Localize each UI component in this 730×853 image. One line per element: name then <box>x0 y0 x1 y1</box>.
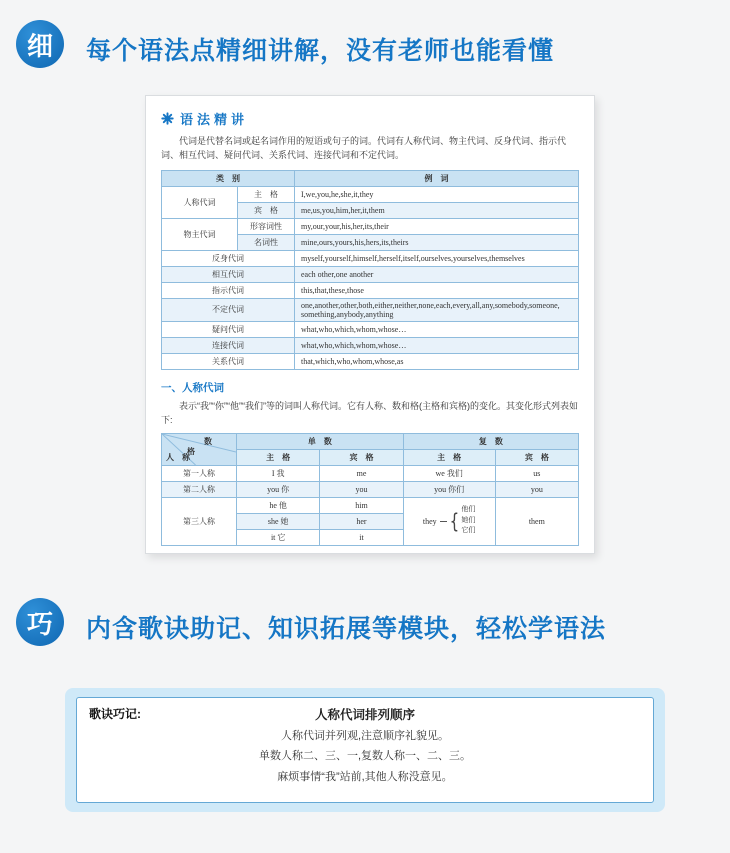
cell-words: one,another,other,both,either,neither,none,each,every,all,any,somebody,someone, something,anybody,anything <box>295 298 579 321</box>
cell-value: me <box>320 465 403 481</box>
cell-value: it 它 <box>237 529 320 545</box>
diagonal-header-cell <box>162 433 237 465</box>
table-row <box>162 337 579 353</box>
mnemonic-inner-box <box>76 697 654 803</box>
personal-pronoun-table <box>161 433 579 546</box>
cell-value: you 你 <box>237 481 320 497</box>
header-nominative: 主 格 <box>403 449 495 465</box>
cell-words: each other,one another <box>295 266 579 282</box>
brace-glyph: { <box>449 509 459 534</box>
cell-words: what,who,which,whom,whose… <box>295 321 579 337</box>
cell-words: me,us,you,him,her,it,them <box>295 202 579 218</box>
cell-words: this,that,these,those <box>295 282 579 298</box>
cell-subtype: 名词性 <box>238 234 295 250</box>
they-brace-group <box>407 505 492 537</box>
feature-heading-2: 内含歌诀助记、知识拓展等模块，轻松学语法 <box>86 615 607 643</box>
header-nominative: 主 格 <box>237 449 320 465</box>
connector-line <box>440 521 447 522</box>
cell-words: what,who,which,whom,whose… <box>295 337 579 353</box>
cell-subtype: 形容词性 <box>238 218 295 234</box>
mnemonic-line: 单数人称二、三、一,复数人称一、二、三。 <box>258 750 472 763</box>
header-singular: 单 数 <box>237 433 404 449</box>
cell-category: 相互代词 <box>162 266 295 282</box>
cell-category: 人称代词 <box>162 186 238 218</box>
cell-category: 指示代词 <box>162 282 295 298</box>
card-title-row <box>161 111 579 126</box>
cell-they-group <box>403 497 495 545</box>
card-title: 语法精讲 <box>180 112 249 127</box>
feature-badge-xi: 细 <box>16 20 64 68</box>
cell-value: you <box>495 481 578 497</box>
cell-category: 物主代词 <box>162 218 238 250</box>
cell-category: 不定代词 <box>162 298 295 321</box>
cell-value: you 你们 <box>403 481 495 497</box>
feature-heading-1: 每个语法点精细讲解，没有老师也能看懂 <box>86 37 555 65</box>
cell-words: my,our,your,his,her,its,their <box>295 218 579 234</box>
cell-subtype: 主 格 <box>238 186 295 202</box>
table-row <box>162 282 579 298</box>
cell-category: 关系代词 <box>162 353 295 369</box>
cell-words: mine,ours,yours,his,hers,its,theirs <box>295 234 579 250</box>
cell-value: you <box>320 481 403 497</box>
cell-value: we 我们 <box>403 465 495 481</box>
mnemonic-label: 歌诀巧记: <box>89 707 141 721</box>
table-row <box>162 481 579 497</box>
cell-subtype: 宾 格 <box>238 202 295 218</box>
cell-words: myself,yourself,himself,herself,itself,ourselves,yourselves,themselves <box>295 250 579 266</box>
cell-value: she 她 <box>237 513 320 529</box>
header-category: 类 别 <box>162 170 295 186</box>
table-row <box>162 497 579 513</box>
table-row <box>162 298 579 321</box>
table-row <box>162 353 579 369</box>
corner-label-person: 人 称 <box>166 452 190 462</box>
table-row <box>162 250 579 266</box>
corner-label-case: 格 <box>187 446 195 456</box>
cell-person: 第二人称 <box>162 481 237 497</box>
table-row <box>162 266 579 282</box>
mnemonic-content <box>77 705 653 787</box>
cell-category: 反身代词 <box>162 250 295 266</box>
mnemonic-line: 人称代词并列观,注意顺序礼貌见。 <box>280 730 450 742</box>
header-accusative: 宾 格 <box>320 449 403 465</box>
they-chinese-list <box>461 505 475 537</box>
cell-value: it <box>320 529 403 545</box>
mnemonic-title: 人称代词排列顺序 <box>314 708 415 722</box>
mnemonic-box <box>65 688 665 812</box>
intro-paragraph: 代词是代替名词或起名词作用的短语或句子的词。代词有人称代词、物主代词、反身代词、指示代词、相互代词、疑问代词、关系代词、连接代词和不定代词。 <box>161 136 567 161</box>
list-item: 它们 <box>461 527 476 535</box>
flower-asterisk-icon <box>161 112 174 125</box>
cell-words: I,we,you,he,she,it,they <box>295 186 579 202</box>
list-item: 他们 <box>461 506 476 514</box>
table-row <box>162 218 579 234</box>
cell-value: us <box>495 465 578 481</box>
cell-value: he 他 <box>237 497 320 513</box>
table-header-row <box>162 170 579 186</box>
cell-words: that,which,who,whom,whose,as <box>295 353 579 369</box>
cell-value: them <box>495 497 578 545</box>
corner-label-number: 数 <box>204 436 212 446</box>
header-accusative: 宾 格 <box>495 449 578 465</box>
section-description: 表示“我”“你”“他”“我们”等的词叫人称代词。它有人称、数和格(主格和宾格)的变化。其变化形式列表如下: <box>161 400 578 426</box>
table-row <box>162 465 579 481</box>
list-item: 她们 <box>461 516 476 524</box>
grammar-card <box>145 95 595 554</box>
section-title: 一、人称代词 <box>161 381 224 394</box>
table-row <box>162 186 579 202</box>
feature-badge-qiao: 巧 <box>16 598 64 646</box>
cell-person: 第三人称 <box>162 497 237 545</box>
table-row <box>162 321 579 337</box>
cell-value: him <box>320 497 403 513</box>
pronoun-overview-table <box>161 170 579 370</box>
header-plural: 复 数 <box>403 433 578 449</box>
mnemonic-line: 麻烦事情“我”站前,其他人称没意见。 <box>277 770 453 783</box>
table-header-row <box>162 433 579 449</box>
they-word: they <box>422 516 437 526</box>
cell-value: I 我 <box>237 465 320 481</box>
cell-category: 连接代词 <box>162 337 295 353</box>
cell-person: 第一人称 <box>162 465 237 481</box>
header-examples: 例 词 <box>295 170 579 186</box>
cell-category: 疑问代词 <box>162 321 295 337</box>
cell-value: her <box>320 513 403 529</box>
